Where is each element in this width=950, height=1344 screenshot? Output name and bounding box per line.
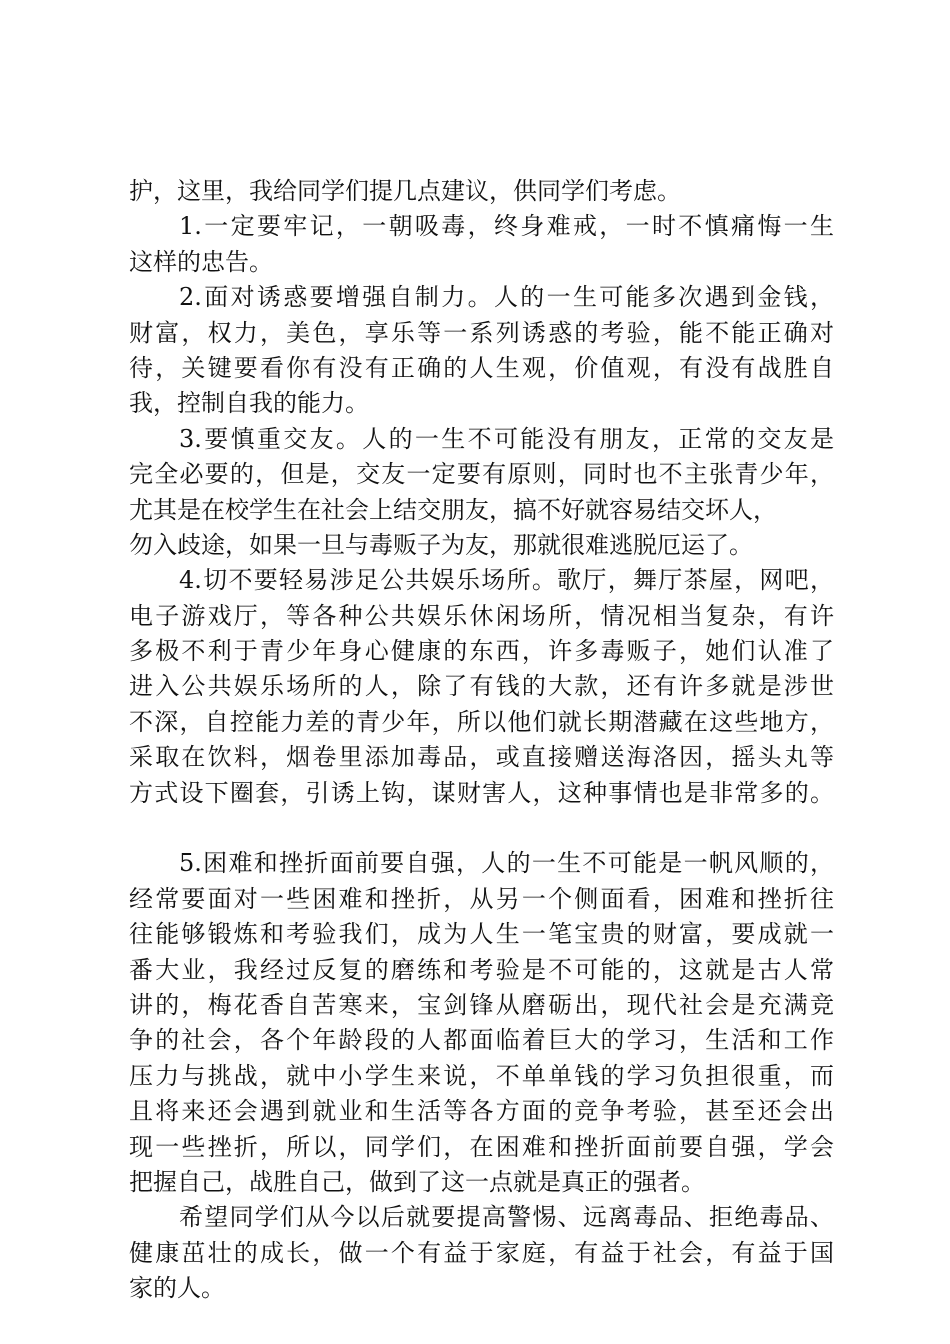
text-line: 多极不利于青少年身心健康的东西，许多毒贩子，她们认准了 xyxy=(129,637,834,666)
text-line: 往能够锻炼和考验我们，成为人生一笔宝贵的财富，要成就一 xyxy=(129,920,834,949)
text-line: 勿入歧途，如果一旦与毒贩子为友，那就很难逃脱厄运了。 xyxy=(129,530,753,559)
text-line: 进入公共娱乐场所的人，除了有钱的大款，还有许多就是涉世 xyxy=(129,672,834,701)
text-line: 采取在饮料，烟卷里添加毒品，或直接赠送海洛因，摇头丸等 xyxy=(129,743,834,772)
text-line: 我，控制自我的能力。 xyxy=(129,389,369,418)
text-line: 现一些挫折，所以，同学们，在困难和挫折面前要自强，学会 xyxy=(129,1132,834,1161)
paragraph-advice-3 xyxy=(129,422,834,564)
text-line: 方式设下圈套，引诱上钩，谋财害人，这种事情也是非常多的。 xyxy=(129,778,834,807)
text-line: 完全必要的，但是，交友一定要有原则，同时也不主张青少年， xyxy=(129,460,834,489)
paragraph-advice-5 xyxy=(129,846,834,1200)
text-line: 1.一定要牢记，一朝吸毒，终身难戒，一时不慎痛悔一生 xyxy=(179,212,834,241)
text-line: 希望同学们从今以后就要提高警惕、远离毒品、拒绝毒品、 xyxy=(179,1203,834,1232)
text-line: 争的社会，各个年龄段的人都面临着巨大的学习，生活和工作 xyxy=(129,1026,834,1055)
text-line: 5.困难和挫折面前要自强，人的一生不可能是一帆风顺的， xyxy=(179,849,834,878)
text-line: 尤其是在校学生在社会上结交朋友，搞不好就容易结交坏人， xyxy=(129,495,777,524)
paragraph-advice-1 xyxy=(129,209,834,280)
text-line: 2.面对诱惑要增强自制力。人的一生可能多次遇到金钱， xyxy=(179,283,834,312)
paragraph-advice-4 xyxy=(129,563,834,811)
paragraph-spacer xyxy=(129,811,834,846)
paragraph-advice-2 xyxy=(129,280,834,422)
text-line: 且将来还会遇到就业和生活等各方面的竞争考验，甚至还会出 xyxy=(129,1097,834,1126)
text-line: 4.切不要轻易涉足公共娱乐场所。歌厅，舞厅茶屋，网吧， xyxy=(179,566,834,595)
text-line: 健康茁壮的成长，做一个有益于家庭，有益于社会，有益于国 xyxy=(129,1238,834,1267)
text-line: 这样的忠告。 xyxy=(129,247,273,276)
text-line: 电子游戏厅，等各种公共娱乐休闲场所，情况相当复杂，有许 xyxy=(129,601,834,630)
text-line: 把握自己，战胜自己，做到了这一点就是真正的强者。 xyxy=(129,1167,705,1196)
text-line: 护，这里，我给同学们提几点建议，供同学们考虑。 xyxy=(129,177,681,205)
paragraph-intro-continuation xyxy=(129,174,834,209)
text-line: 压力与挑战，就中小学生来说，不单单钱的学习负担很重，而 xyxy=(129,1061,834,1090)
text-line: 番大业，我经过反复的磨练和考验是不可能的，这就是古人常 xyxy=(129,955,834,984)
paragraph-closing xyxy=(129,1200,834,1306)
text-line: 家的人。 xyxy=(129,1274,225,1303)
document-page xyxy=(129,174,834,1307)
text-line: 不深，自控能力差的青少年，所以他们就长期潜藏在这些地方， xyxy=(129,707,834,736)
text-line: 讲的，梅花香自苦寒来，宝剑锋从磨砺出，现代社会是充满竞 xyxy=(129,990,834,1019)
text-line: 经常要面对一些困难和挫折，从另一个侧面看，困难和挫折往 xyxy=(129,884,834,913)
text-line: 3.要慎重交友。人的一生不可能没有朋友，正常的交友是 xyxy=(179,424,834,453)
text-line: 待，关键要看你有没有正确的人生观，价值观，有没有战胜自 xyxy=(129,353,834,382)
text-line: 财富，权力，美色，享乐等一系列诱惑的考验，能不能正确对 xyxy=(129,318,834,347)
